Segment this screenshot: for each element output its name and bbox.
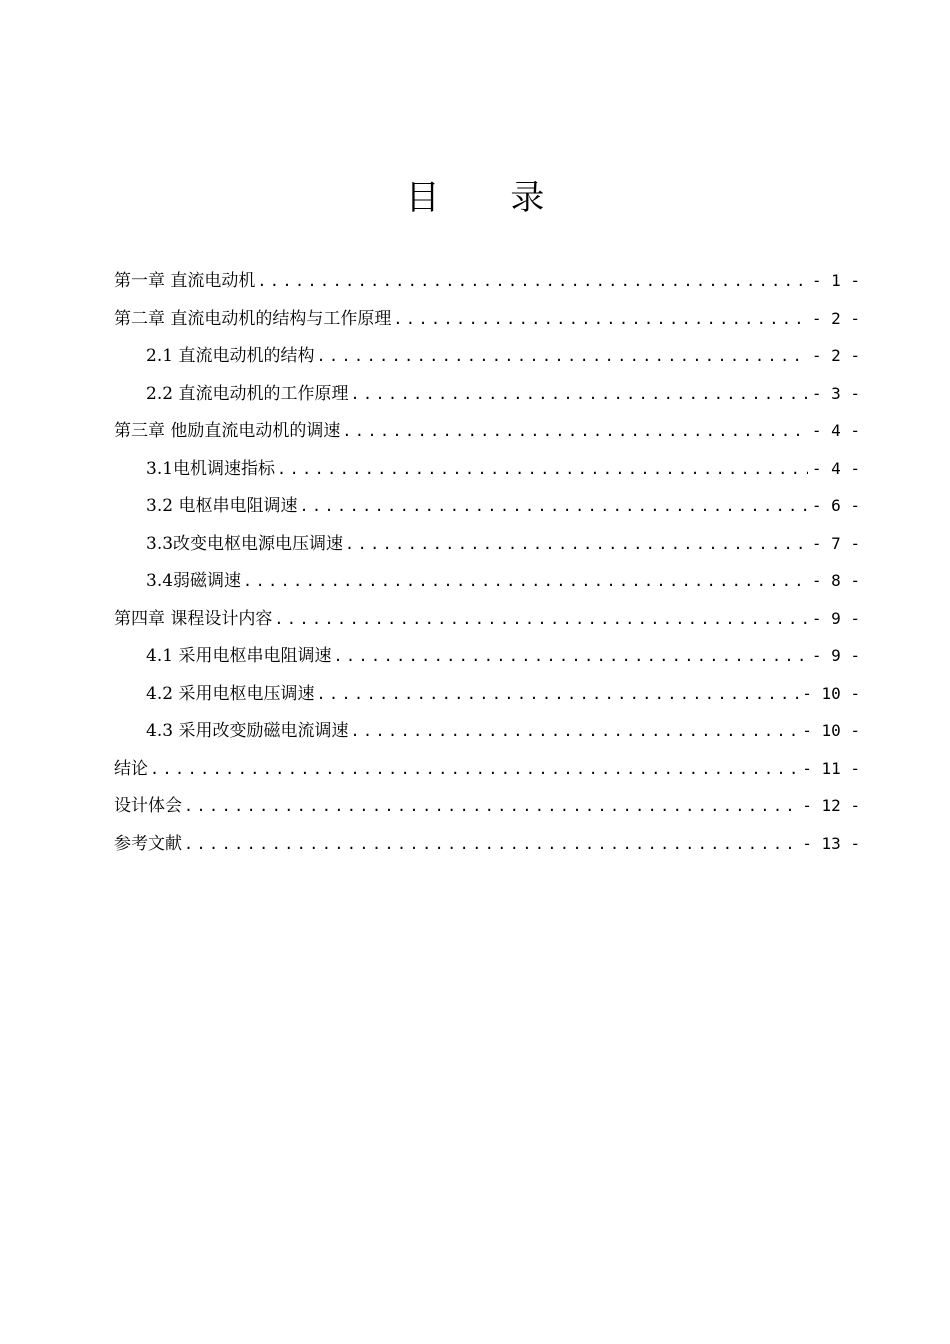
toc-entry-page: - 8 - bbox=[811, 571, 860, 590]
toc-entry-label: 设计体会 bbox=[114, 796, 182, 816]
toc-entry[interactable] bbox=[114, 525, 860, 563]
toc-entry[interactable] bbox=[114, 600, 860, 638]
toc-entry-page: - 2 - bbox=[811, 308, 860, 328]
toc-entry-label: 第一章 直流电动机 bbox=[114, 271, 256, 291]
toc-entry-label: 2.2 直流电动机的工作原理 bbox=[146, 383, 349, 404]
toc-entry-label: 3.2 电枢串电阻调速 bbox=[146, 496, 298, 516]
toc-leader-dots bbox=[350, 713, 798, 751]
toc-leader-dots bbox=[274, 601, 807, 639]
toc-entry-label: 4.1 采用电枢串电阻调速 bbox=[146, 646, 332, 666]
toc-entry-page: - 9 - bbox=[811, 608, 860, 628]
toc-entry-page: - 13 - bbox=[802, 833, 860, 853]
toc-entry[interactable] bbox=[114, 750, 860, 788]
toc-entry-label: 2.1 直流电动机的结构 bbox=[146, 346, 315, 366]
toc-entry-label: 3.1电机调速指标 bbox=[146, 458, 276, 479]
toc-leader-dots bbox=[150, 751, 798, 789]
toc-entry[interactable] bbox=[114, 337, 860, 375]
toc-entry-label: 参考文献 bbox=[114, 833, 182, 854]
toc-entry[interactable] bbox=[114, 412, 860, 450]
toc-leader-dots bbox=[350, 376, 807, 414]
toc-entry[interactable] bbox=[114, 300, 860, 338]
toc-entry-label: 4.3 采用改变励磁电流调速 bbox=[146, 721, 349, 741]
toc-leader-dots bbox=[277, 451, 808, 489]
toc-entry[interactable] bbox=[114, 712, 860, 750]
toc-entry-page: - 10 - bbox=[802, 683, 860, 703]
toc-leader-dots bbox=[316, 338, 807, 376]
toc-entry[interactable] bbox=[114, 825, 860, 863]
toc-entry-page: - 10 - bbox=[802, 721, 860, 740]
toc-entry[interactable] bbox=[114, 262, 860, 300]
toc-entry-label: 第四章 课程设计内容 bbox=[114, 608, 273, 629]
toc-entry-label: 4.2 采用电枢电压调速 bbox=[146, 683, 315, 704]
toc-entry[interactable] bbox=[114, 787, 860, 825]
toc-entry-page: - 12 - bbox=[802, 796, 860, 815]
toc-leader-dots bbox=[299, 488, 807, 526]
toc-leader-dots bbox=[342, 413, 807, 451]
toc-leader-dots bbox=[243, 563, 808, 601]
toc-leader-dots bbox=[184, 826, 798, 864]
toc-entry[interactable] bbox=[114, 487, 860, 525]
toc-entry-page: - 9 - bbox=[811, 646, 860, 665]
toc-entry[interactable] bbox=[114, 375, 860, 413]
toc-entry-label: 结论 bbox=[114, 758, 148, 779]
toc-title: 目 录 bbox=[405, 178, 575, 218]
toc-entry-label: 3.4弱磁调速 bbox=[146, 571, 242, 591]
toc-leader-dots bbox=[257, 263, 807, 301]
toc-leader-dots bbox=[393, 301, 807, 339]
toc-leader-dots bbox=[184, 788, 798, 826]
toc-entry-page: - 4 - bbox=[811, 421, 860, 440]
toc-entry-page: - 7 - bbox=[811, 533, 860, 553]
toc-entry-page: - 3 - bbox=[811, 383, 860, 403]
toc-leader-dots bbox=[333, 638, 807, 676]
toc-leader-dots bbox=[345, 526, 808, 564]
toc-entry-label: 3.3改变电枢电源电压调速 bbox=[146, 533, 344, 554]
toc-entry[interactable] bbox=[114, 637, 860, 675]
toc-entry-page: - 4 - bbox=[811, 458, 860, 478]
toc-leader-dots bbox=[316, 676, 798, 714]
toc-entry-page: - 1 - bbox=[811, 271, 860, 290]
toc-entry-page: - 6 - bbox=[811, 496, 860, 515]
toc-entry[interactable] bbox=[114, 675, 860, 713]
toc-entry-page: - 11 - bbox=[802, 758, 860, 778]
toc-entry-label: 第二章 直流电动机的结构与工作原理 bbox=[114, 308, 392, 329]
toc-entry-label: 第三章 他励直流电动机的调速 bbox=[114, 421, 341, 441]
toc-list bbox=[114, 262, 860, 862]
toc-entry-page: - 2 - bbox=[811, 346, 860, 365]
toc-entry[interactable] bbox=[114, 450, 860, 488]
toc-entry[interactable] bbox=[114, 562, 860, 600]
